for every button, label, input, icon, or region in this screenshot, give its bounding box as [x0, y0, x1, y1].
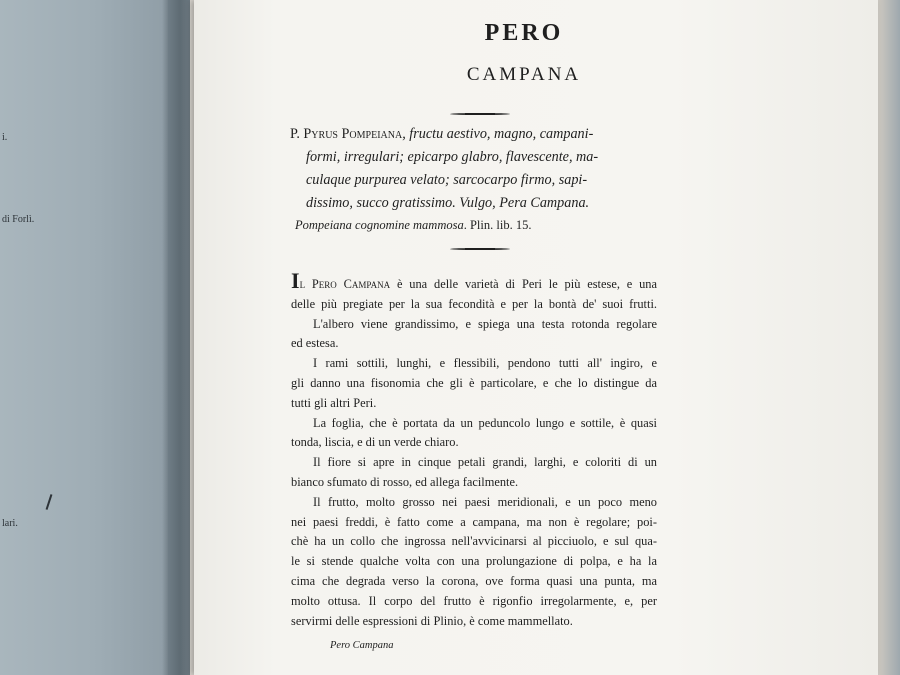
description-prefix: P.: [290, 126, 304, 142]
body-line: servirmi delle espressioni di Plinio, è come mammellato.: [291, 613, 573, 628]
botanical-description: [290, 123, 660, 215]
body-line: delle più pregiate per la sua fecondità e per la bontà de' suoi frutti.: [291, 296, 657, 311]
description-text: , fructu aestivo, magno, campani-: [402, 126, 594, 142]
left-page-fragment: lari.: [2, 518, 18, 529]
body-line: L'albero viene grandissimo, e spiega una testa rotonda regolare: [313, 316, 657, 331]
drop-cap: I: [291, 268, 300, 293]
body-line: Il frutto, molto grosso nei paesi meridionali, e un poco meno: [313, 494, 657, 509]
body-line: Il fiore si apre in cinque petali grandi, larghi, e coloriti di un: [313, 455, 657, 470]
left-page-fragment: di Forlì.: [2, 214, 35, 225]
citation-source: . Plin. lib. 15.: [463, 218, 532, 232]
body-text: [291, 268, 657, 631]
ornamental-rule: [450, 113, 510, 115]
main-page: [194, 0, 878, 675]
left-page: [0, 0, 170, 675]
body-line: chè ha un collo che ingrossa nell'avvicinarsi al picciuolo, e sul qua-: [291, 534, 657, 549]
body-line: ed estesa.: [291, 336, 339, 351]
left-page-fragment: i.: [2, 132, 8, 143]
body-line: tonda, liscia, e di un verde chiaro.: [291, 435, 459, 450]
page-title: PERO: [484, 20, 564, 46]
body-line: molto ottusa. Il corpo del frutto è rigonfio irregolarmente, e, per: [291, 593, 657, 608]
body-line: gli danno una fisonomia che gli è particolare, e che lo distingue da: [291, 375, 657, 390]
body-line: le si stende qualche volta con una prolungazione di polpa, e ha la: [291, 554, 657, 569]
page-subtitle: CAMPANA: [466, 64, 582, 85]
citation: [295, 218, 531, 233]
description-line: culaque purpurea velato; sarcocarpo firmo, sapi-: [306, 172, 588, 188]
body-line: nei paesi freddi, è fatto come a campana, ma non è regolare; poi-: [291, 514, 657, 529]
body-smallcaps: l Pero Campana: [299, 277, 391, 291]
species-name: Pyrus Pompeiana: [303, 126, 403, 142]
body-line: [291, 268, 657, 295]
body-line: La foglia, che è portata da un peduncolo lungo e sottile, è quasi: [313, 415, 657, 430]
body-line: I rami sottili, lunghi, e flessibili, pendono tutti all' ingiro, e: [313, 356, 657, 371]
page-footer: Pero Campana: [330, 640, 394, 651]
description-line: dissimo, succo gratissimo. Vulgo, Pera Campana.: [306, 195, 590, 211]
pencil-mark: [46, 494, 53, 510]
citation-italic: Pompeiana cognomine mammosa: [295, 218, 464, 232]
body-line: cima che degrada verso la corona, ove forma quasi una punta, ma: [291, 573, 657, 588]
body-line: bianco sfumato di rosso, ed allega facilmente.: [291, 474, 519, 489]
body-line: tutti gli altri Peri.: [291, 395, 377, 410]
body-first-rest: è una delle varietà di Peri le più estese, e una: [390, 277, 657, 291]
description-line: formi, irregulari; epicarpo glabro, flavescente, ma-: [306, 149, 599, 165]
ornamental-rule: [450, 248, 510, 250]
description-line: [290, 123, 660, 146]
